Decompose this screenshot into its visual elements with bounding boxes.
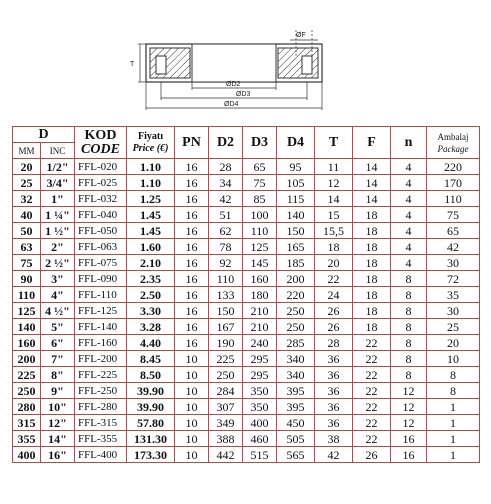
- cell-f: 22: [353, 431, 391, 447]
- table-row: [13, 415, 480, 431]
- header-mm: MM: [13, 143, 41, 159]
- table-row: [13, 175, 480, 191]
- bolt-hole-right: [302, 56, 312, 74]
- label-d3: ØD3: [236, 91, 251, 98]
- cell-price: 2.10: [127, 255, 175, 271]
- cell-f: 18: [353, 207, 391, 223]
- cell-t: 36: [315, 415, 353, 431]
- cell-f: 22: [353, 351, 391, 367]
- cell-t: 18: [315, 239, 353, 255]
- table-body: [13, 159, 480, 463]
- cell-d4: 250: [277, 303, 315, 319]
- cell-d3: 100: [243, 207, 277, 223]
- cell-d2: 28: [209, 159, 243, 175]
- cell-n: 8: [391, 319, 427, 335]
- table-row: [13, 303, 480, 319]
- header-kod: KOD: [84, 127, 117, 143]
- cell-d2: 62: [209, 223, 243, 239]
- cell-code: FFL-032: [75, 191, 127, 207]
- cell-d4: 140: [277, 207, 315, 223]
- cell-inc: 9": [41, 383, 75, 399]
- cell-price: 1.60: [127, 239, 175, 255]
- cell-f: 14: [353, 191, 391, 207]
- cell-t: 20: [315, 255, 353, 271]
- cell-f: 22: [353, 367, 391, 383]
- cell-inc: 16": [41, 447, 75, 463]
- cell-n: 8: [391, 287, 427, 303]
- cell-d4: 395: [277, 383, 315, 399]
- cell-n: 12: [391, 415, 427, 431]
- cell-d2: 34: [209, 175, 243, 191]
- cell-d3: 400: [243, 415, 277, 431]
- cell-d2: 442: [209, 447, 243, 463]
- cell-pn: 16: [175, 207, 209, 223]
- cell-d3: 350: [243, 383, 277, 399]
- cell-pn: 16: [175, 335, 209, 351]
- cell-t: 42: [315, 447, 353, 463]
- table-row: [13, 431, 480, 447]
- cell-d3: 295: [243, 351, 277, 367]
- cell-f: 22: [353, 383, 391, 399]
- cell-d4: 200: [277, 271, 315, 287]
- cell-n: 16: [391, 431, 427, 447]
- cell-mm: 315: [13, 415, 41, 431]
- cell-d4: 250: [277, 319, 315, 335]
- cell-d2: 225: [209, 351, 243, 367]
- cell-d2: 133: [209, 287, 243, 303]
- cell-pn: 10: [175, 367, 209, 383]
- cell-n: 16: [391, 447, 427, 463]
- cell-d2: 110: [209, 271, 243, 287]
- cell-code: FFL-050: [75, 223, 127, 239]
- cell-price: 1.45: [127, 207, 175, 223]
- cell-pack: 75: [427, 207, 480, 223]
- cell-d3: 210: [243, 303, 277, 319]
- cell-n: 12: [391, 399, 427, 415]
- cell-d4: 220: [277, 287, 315, 303]
- cell-pack: 1: [427, 431, 480, 447]
- cell-inc: 10": [41, 399, 75, 415]
- cell-inc: 5": [41, 319, 75, 335]
- cell-pack: 220: [427, 159, 480, 175]
- cell-pn: 16: [175, 319, 209, 335]
- cell-mm: 110: [13, 287, 41, 303]
- cell-d4: 395: [277, 399, 315, 415]
- cell-n: 4: [391, 159, 427, 175]
- cell-price: 8.45: [127, 351, 175, 367]
- cell-inc: 14": [41, 431, 75, 447]
- cell-t: 38: [315, 431, 353, 447]
- cell-pn: 10: [175, 447, 209, 463]
- table-row: [13, 159, 480, 175]
- cell-inc: 12": [41, 415, 75, 431]
- cell-d4: 340: [277, 367, 315, 383]
- header-row-top: [13, 127, 480, 143]
- cell-n: 4: [391, 175, 427, 191]
- cell-d4: 285: [277, 335, 315, 351]
- header-ambalaj: Ambalaj: [437, 131, 469, 142]
- header-code-en: CODE: [81, 141, 120, 157]
- cell-f: 18: [353, 319, 391, 335]
- cell-code: FFL-025: [75, 175, 127, 191]
- header-d4: D4: [277, 127, 315, 159]
- cell-code: FFL-125: [75, 303, 127, 319]
- cell-code: FFL-400: [75, 447, 127, 463]
- table-row: [13, 335, 480, 351]
- cell-code: FFL-250: [75, 383, 127, 399]
- cell-pack: 72: [427, 271, 480, 287]
- cell-price: 39.90: [127, 383, 175, 399]
- cell-n: 8: [391, 351, 427, 367]
- cell-inc: 2": [41, 239, 75, 255]
- cell-inc: 1 ¼": [41, 207, 75, 223]
- cell-f: 22: [353, 415, 391, 431]
- cell-price: 1.10: [127, 159, 175, 175]
- cell-mm: 32: [13, 191, 41, 207]
- cell-price: 1.45: [127, 223, 175, 239]
- header-pn: PN: [175, 127, 209, 159]
- cell-price: 57.80: [127, 415, 175, 431]
- cell-inc: 2 ½": [41, 255, 75, 271]
- flange-cross-section-drawing: [0, 0, 491, 125]
- cell-inc: 1 ½": [41, 223, 75, 239]
- cell-t: 14: [315, 191, 353, 207]
- cell-t: 12: [315, 175, 353, 191]
- cell-price: 4.40: [127, 335, 175, 351]
- cell-d2: 388: [209, 431, 243, 447]
- cell-price: 173.30: [127, 447, 175, 463]
- table-row: [13, 255, 480, 271]
- cell-n: 8: [391, 335, 427, 351]
- cell-d4: 340: [277, 351, 315, 367]
- cell-code: FFL-020: [75, 159, 127, 175]
- table-row: [13, 447, 480, 463]
- cell-code: FFL-063: [75, 239, 127, 255]
- cell-code: FFL-140: [75, 319, 127, 335]
- cell-d4: 95: [277, 159, 315, 175]
- cell-n: 4: [391, 239, 427, 255]
- header-inc: INC: [41, 143, 75, 159]
- cell-mm: 200: [13, 351, 41, 367]
- cell-d2: 42: [209, 191, 243, 207]
- cell-pack: 25: [427, 319, 480, 335]
- cell-t: 15: [315, 207, 353, 223]
- cell-price: 3.28: [127, 319, 175, 335]
- cell-pack: 170: [427, 175, 480, 191]
- flange-bore: [192, 44, 276, 82]
- cell-n: 8: [391, 303, 427, 319]
- cell-d2: 190: [209, 335, 243, 351]
- cell-t: 26: [315, 319, 353, 335]
- header-d3: D3: [243, 127, 277, 159]
- cell-d3: 85: [243, 191, 277, 207]
- cell-f: 22: [353, 399, 391, 415]
- cell-f: 18: [353, 255, 391, 271]
- cell-t: 36: [315, 383, 353, 399]
- cell-pn: 10: [175, 399, 209, 415]
- cell-price: 1.25: [127, 191, 175, 207]
- cell-d4: 450: [277, 415, 315, 431]
- cell-t: 36: [315, 367, 353, 383]
- cell-pn: 16: [175, 255, 209, 271]
- cell-t: 26: [315, 303, 353, 319]
- cell-d3: 295: [243, 367, 277, 383]
- cell-f: 26: [353, 447, 391, 463]
- cell-mm: 20: [13, 159, 41, 175]
- table-row: [13, 399, 480, 415]
- cell-d3: 460: [243, 431, 277, 447]
- cell-n: 4: [391, 191, 427, 207]
- cell-mm: 75: [13, 255, 41, 271]
- cell-t: 24: [315, 287, 353, 303]
- cell-pn: 10: [175, 383, 209, 399]
- cell-inc: 1": [41, 191, 75, 207]
- cell-f: 18: [353, 239, 391, 255]
- cell-pack: 30: [427, 255, 480, 271]
- cell-d3: 145: [243, 255, 277, 271]
- table-row: [13, 287, 480, 303]
- cell-d2: 349: [209, 415, 243, 431]
- cell-d4: 105: [277, 175, 315, 191]
- cell-d4: 165: [277, 239, 315, 255]
- table-row: [13, 383, 480, 399]
- table-row: [13, 239, 480, 255]
- cell-d3: 75: [243, 175, 277, 191]
- cell-price: 2.35: [127, 271, 175, 287]
- label-d4: ØD4: [224, 101, 239, 108]
- cell-mm: 50: [13, 223, 41, 239]
- cell-pack: 10: [427, 351, 480, 367]
- cell-mm: 355: [13, 431, 41, 447]
- cell-t: 11: [315, 159, 353, 175]
- header-t: T: [315, 127, 353, 159]
- table-row: [13, 351, 480, 367]
- cell-pn: 10: [175, 351, 209, 367]
- cell-f: 18: [353, 303, 391, 319]
- cell-price: 8.50: [127, 367, 175, 383]
- cell-mm: 225: [13, 367, 41, 383]
- header-n: n: [391, 127, 427, 159]
- header-d2: D2: [209, 127, 243, 159]
- cell-n: 4: [391, 223, 427, 239]
- table-row: [13, 319, 480, 335]
- cell-pn: 16: [175, 303, 209, 319]
- table-row: [13, 223, 480, 239]
- cell-d3: 515: [243, 447, 277, 463]
- cell-mm: 140: [13, 319, 41, 335]
- cell-f: 18: [353, 223, 391, 239]
- header-price-en: Price (€): [132, 142, 169, 154]
- cell-inc: 7": [41, 351, 75, 367]
- cell-code: FFL-225: [75, 367, 127, 383]
- cell-code: FFL-315: [75, 415, 127, 431]
- cell-code: FFL-075: [75, 255, 127, 271]
- cell-pn: 16: [175, 191, 209, 207]
- cell-n: 4: [391, 255, 427, 271]
- table-row: [13, 191, 480, 207]
- cell-price: 2.50: [127, 287, 175, 303]
- cell-d4: 565: [277, 447, 315, 463]
- cell-t: 15,5: [315, 223, 353, 239]
- cell-inc: 8": [41, 367, 75, 383]
- cell-d3: 180: [243, 287, 277, 303]
- cell-pack: 42: [427, 239, 480, 255]
- cell-d3: 210: [243, 319, 277, 335]
- cell-inc: 4 ½": [41, 303, 75, 319]
- cell-d3: 110: [243, 223, 277, 239]
- cell-mm: 160: [13, 335, 41, 351]
- label-f: ØF: [296, 32, 306, 39]
- header-fiyati: Fiyatı: [138, 130, 163, 142]
- cell-f: 14: [353, 175, 391, 191]
- cell-pack: 1: [427, 399, 480, 415]
- cell-pack: 110: [427, 191, 480, 207]
- cell-d2: 250: [209, 367, 243, 383]
- cell-mm: 63: [13, 239, 41, 255]
- cell-d2: 92: [209, 255, 243, 271]
- cell-d4: 505: [277, 431, 315, 447]
- cell-pn: 16: [175, 239, 209, 255]
- label-t: T: [130, 61, 135, 68]
- cell-pn: 16: [175, 223, 209, 239]
- cell-f: 18: [353, 271, 391, 287]
- cell-t: 36: [315, 399, 353, 415]
- cell-code: FFL-355: [75, 431, 127, 447]
- cell-code: FFL-040: [75, 207, 127, 223]
- header-price: [127, 127, 175, 159]
- cell-mm: 250: [13, 383, 41, 399]
- cell-pn: 16: [175, 159, 209, 175]
- table-row: [13, 207, 480, 223]
- cell-inc: 6": [41, 335, 75, 351]
- cell-d3: 65: [243, 159, 277, 175]
- cell-d2: 284: [209, 383, 243, 399]
- cell-t: 22: [315, 271, 353, 287]
- cell-d4: 150: [277, 223, 315, 239]
- cell-d2: 167: [209, 319, 243, 335]
- cell-pack: 30: [427, 303, 480, 319]
- cell-price: 1.10: [127, 175, 175, 191]
- cell-d4: 185: [277, 255, 315, 271]
- header-package: [427, 127, 480, 159]
- cell-price: 131.30: [127, 431, 175, 447]
- label-d2: ØD2: [226, 81, 241, 88]
- cell-pack: 35: [427, 287, 480, 303]
- header-d: D: [13, 127, 75, 143]
- cell-pack: 1: [427, 415, 480, 431]
- cell-inc: 3/4": [41, 175, 75, 191]
- cell-d3: 125: [243, 239, 277, 255]
- cell-d2: 150: [209, 303, 243, 319]
- cell-inc: 1/2": [41, 159, 75, 175]
- cell-pack: 65: [427, 223, 480, 239]
- cell-pack: 8: [427, 383, 480, 399]
- table-row: [13, 367, 480, 383]
- cell-price: 3.30: [127, 303, 175, 319]
- header-f: F: [353, 127, 391, 159]
- cell-d3: 350: [243, 399, 277, 415]
- cell-d2: 307: [209, 399, 243, 415]
- bolt-hole-left: [156, 56, 166, 74]
- cell-code: FFL-160: [75, 335, 127, 351]
- cell-mm: 40: [13, 207, 41, 223]
- cell-inc: 3": [41, 271, 75, 287]
- cell-pn: 10: [175, 431, 209, 447]
- cell-inc: 4": [41, 287, 75, 303]
- cell-f: 22: [353, 335, 391, 351]
- cell-f: 14: [353, 159, 391, 175]
- cell-t: 36: [315, 351, 353, 367]
- cell-pn: 16: [175, 287, 209, 303]
- cell-mm: 25: [13, 175, 41, 191]
- cell-d4: 115: [277, 191, 315, 207]
- cell-price: 39.90: [127, 399, 175, 415]
- cell-n: 4: [391, 207, 427, 223]
- cell-n: 12: [391, 383, 427, 399]
- cell-f: 18: [353, 287, 391, 303]
- cell-code: FFL-110: [75, 287, 127, 303]
- cell-mm: 400: [13, 447, 41, 463]
- cell-d2: 78: [209, 239, 243, 255]
- cell-pack: 8: [427, 367, 480, 383]
- cell-mm: 125: [13, 303, 41, 319]
- cell-t: 28: [315, 335, 353, 351]
- cell-d3: 160: [243, 271, 277, 287]
- cell-pack: 1: [427, 447, 480, 463]
- cell-pack: 20: [427, 335, 480, 351]
- flange-spec-table: [12, 126, 480, 463]
- cell-d2: 51: [209, 207, 243, 223]
- cell-code: FFL-280: [75, 399, 127, 415]
- header-code: [75, 127, 127, 159]
- cell-n: 8: [391, 367, 427, 383]
- cell-pn: 10: [175, 415, 209, 431]
- table-row: [13, 271, 480, 287]
- cell-pn: 16: [175, 271, 209, 287]
- cell-mm: 280: [13, 399, 41, 415]
- header-package-en: Package: [437, 143, 469, 154]
- cell-pn: 16: [175, 175, 209, 191]
- cell-code: FFL-200: [75, 351, 127, 367]
- cell-n: 8: [391, 271, 427, 287]
- cell-d3: 240: [243, 335, 277, 351]
- cell-mm: 90: [13, 271, 41, 287]
- cell-code: FFL-090: [75, 271, 127, 287]
